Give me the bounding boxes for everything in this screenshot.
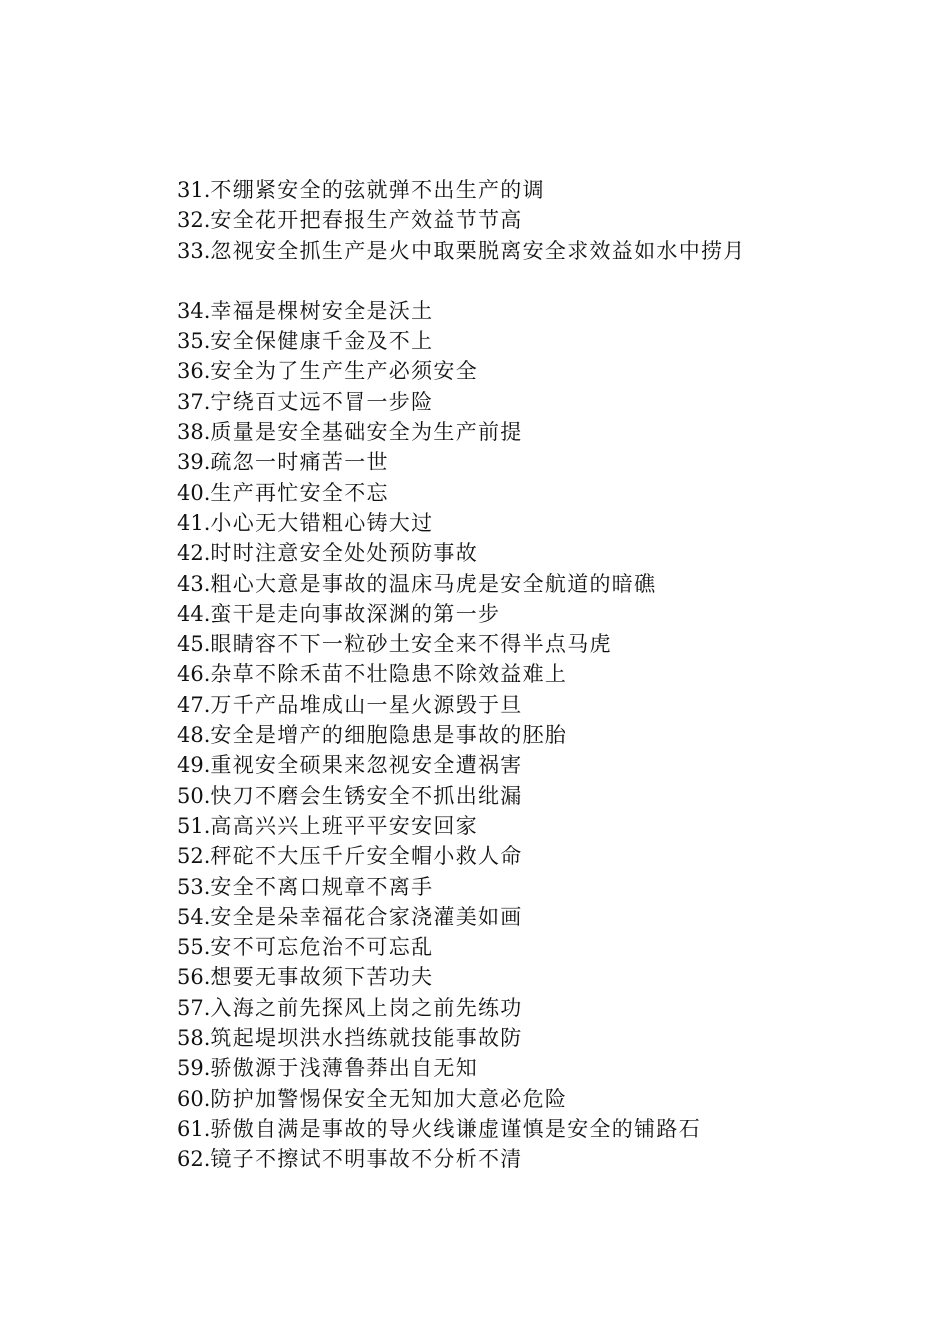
item-text: 疏忽一时痛苦一世 bbox=[210, 450, 389, 475]
item-number: 56. bbox=[177, 965, 211, 990]
item-number: 41. bbox=[177, 510, 211, 535]
list-item bbox=[177, 720, 746, 750]
item-number: 55. bbox=[177, 935, 211, 960]
item-number: 37. bbox=[177, 389, 211, 414]
item-text: 幸福是棵树安全是沃土 bbox=[210, 298, 434, 323]
list-item bbox=[177, 387, 746, 417]
item-number: 57. bbox=[177, 995, 211, 1020]
item-text: 骄傲源于浅薄鲁莽出自无知 bbox=[210, 1056, 479, 1081]
item-text: 筑起堤坝洪水挡练就技能事故防 bbox=[210, 1026, 523, 1051]
item-text: 入海之前先探风上岗之前先练功 bbox=[210, 995, 523, 1020]
item-number: 49. bbox=[177, 753, 211, 778]
item-number: 33. bbox=[177, 238, 211, 263]
item-text: 小心无大错粗心铸大过 bbox=[210, 510, 434, 535]
item-text: 秤砣不大压千斤安全帽小救人命 bbox=[210, 844, 523, 869]
list-item bbox=[177, 478, 746, 508]
item-number: 54. bbox=[177, 904, 211, 929]
item-number: 42. bbox=[177, 541, 211, 566]
item-text: 安全是朵幸福花合家浇灌美如画 bbox=[210, 904, 523, 929]
item-text: 安不可忘危治不可忘乱 bbox=[210, 935, 434, 960]
list-item bbox=[177, 629, 746, 659]
list-item bbox=[177, 750, 746, 780]
item-text: 镜子不擦试不明事故不分析不清 bbox=[210, 1147, 523, 1172]
list-item bbox=[177, 872, 746, 902]
item-text: 想要无事故须下苦功夫 bbox=[210, 965, 434, 990]
item-text: 粗心大意是事故的温床马虎是安全航道的暗礁 bbox=[210, 571, 657, 596]
item-text: 骄傲自满是事故的导火线谦虚谨慎是安全的铺路石 bbox=[210, 1116, 702, 1141]
item-text: 安全是增产的细胞隐患是事故的胚胎 bbox=[210, 723, 568, 748]
item-text: 生产再忙安全不忘 bbox=[210, 480, 389, 505]
item-text: 安全花开把春报生产效益节节高 bbox=[210, 208, 523, 233]
list-item bbox=[177, 1023, 746, 1053]
item-text: 重视安全硕果来忽视安全遭祸害 bbox=[210, 753, 523, 778]
item-number: 60. bbox=[177, 1086, 211, 1111]
item-number: 61. bbox=[177, 1116, 211, 1141]
list-item bbox=[177, 811, 746, 841]
item-number: 44. bbox=[177, 601, 211, 626]
item-number: 47. bbox=[177, 692, 211, 717]
item-number: 43. bbox=[177, 571, 211, 596]
item-text: 宁绕百丈远不冒一步险 bbox=[210, 389, 434, 414]
list-item bbox=[177, 902, 746, 932]
item-number: 45. bbox=[177, 632, 211, 657]
item-text: 快刀不磨会生锈安全不抓出纰漏 bbox=[210, 783, 523, 808]
item-number: 53. bbox=[177, 874, 211, 899]
list-item bbox=[177, 175, 746, 205]
list-item bbox=[177, 659, 746, 689]
list-item bbox=[177, 841, 746, 871]
list-item bbox=[177, 993, 746, 1023]
list-item bbox=[177, 690, 746, 720]
item-number: 32. bbox=[177, 208, 211, 233]
list-item bbox=[177, 1084, 746, 1114]
list-item bbox=[177, 1053, 746, 1083]
item-text: 安全保健康千金及不上 bbox=[210, 329, 434, 354]
slogan-list bbox=[177, 175, 746, 1175]
item-text: 时时注意安全处处预防事故 bbox=[210, 541, 479, 566]
item-number: 31. bbox=[177, 178, 211, 202]
item-number: 62. bbox=[177, 1147, 211, 1172]
item-number: 38. bbox=[177, 420, 211, 445]
list-item bbox=[177, 296, 746, 326]
item-text: 高高兴兴上班平平安安回家 bbox=[210, 813, 479, 838]
item-number: 51. bbox=[177, 813, 211, 838]
item-number: 52. bbox=[177, 844, 211, 869]
list-item bbox=[177, 236, 746, 266]
item-number: 39. bbox=[177, 450, 211, 475]
item-number: 34. bbox=[177, 298, 211, 323]
item-number: 58. bbox=[177, 1026, 211, 1051]
item-number: 35. bbox=[177, 329, 211, 354]
item-number: 59. bbox=[177, 1056, 211, 1081]
item-text: 安全不离口规章不离手 bbox=[210, 874, 434, 899]
item-text: 蛮干是走向事故深渊的第一步 bbox=[210, 601, 501, 626]
item-number: 50. bbox=[177, 783, 211, 808]
list-item bbox=[177, 508, 746, 538]
list-item bbox=[177, 962, 746, 992]
list-item bbox=[177, 1114, 746, 1144]
item-number: 46. bbox=[177, 662, 211, 687]
list-item bbox=[177, 447, 746, 477]
list-item bbox=[177, 538, 746, 568]
item-number: 48. bbox=[177, 723, 211, 748]
item-text: 忽视安全抓生产是火中取栗脱离安全求效益如水中捞月 bbox=[210, 238, 746, 263]
item-text: 万千产品堆成山一星火源毁于旦 bbox=[210, 692, 523, 717]
item-text: 防护加警惕保安全无知加大意必危险 bbox=[210, 1086, 568, 1111]
item-text: 质量是安全基础安全为生产前提 bbox=[210, 420, 523, 445]
item-number: 36. bbox=[177, 359, 211, 384]
item-text: 杂草不除禾苗不壮隐患不除效益难上 bbox=[210, 662, 568, 687]
list-item bbox=[177, 1144, 746, 1174]
item-text: 安全为了生产生产必须安全 bbox=[210, 359, 479, 384]
item-text: 不绷紧安全的弦就弹不出生产的调 bbox=[210, 178, 545, 202]
list-item bbox=[177, 205, 746, 235]
list-item bbox=[177, 569, 746, 599]
list-item bbox=[177, 781, 746, 811]
list-item bbox=[177, 417, 746, 447]
list-item bbox=[177, 326, 746, 356]
item-number: 40. bbox=[177, 480, 211, 505]
item-text: 眼睛容不下一粒砂土安全来不得半点马虎 bbox=[210, 632, 612, 657]
list-item bbox=[177, 599, 746, 629]
list-item bbox=[177, 356, 746, 386]
list-item bbox=[177, 932, 746, 962]
